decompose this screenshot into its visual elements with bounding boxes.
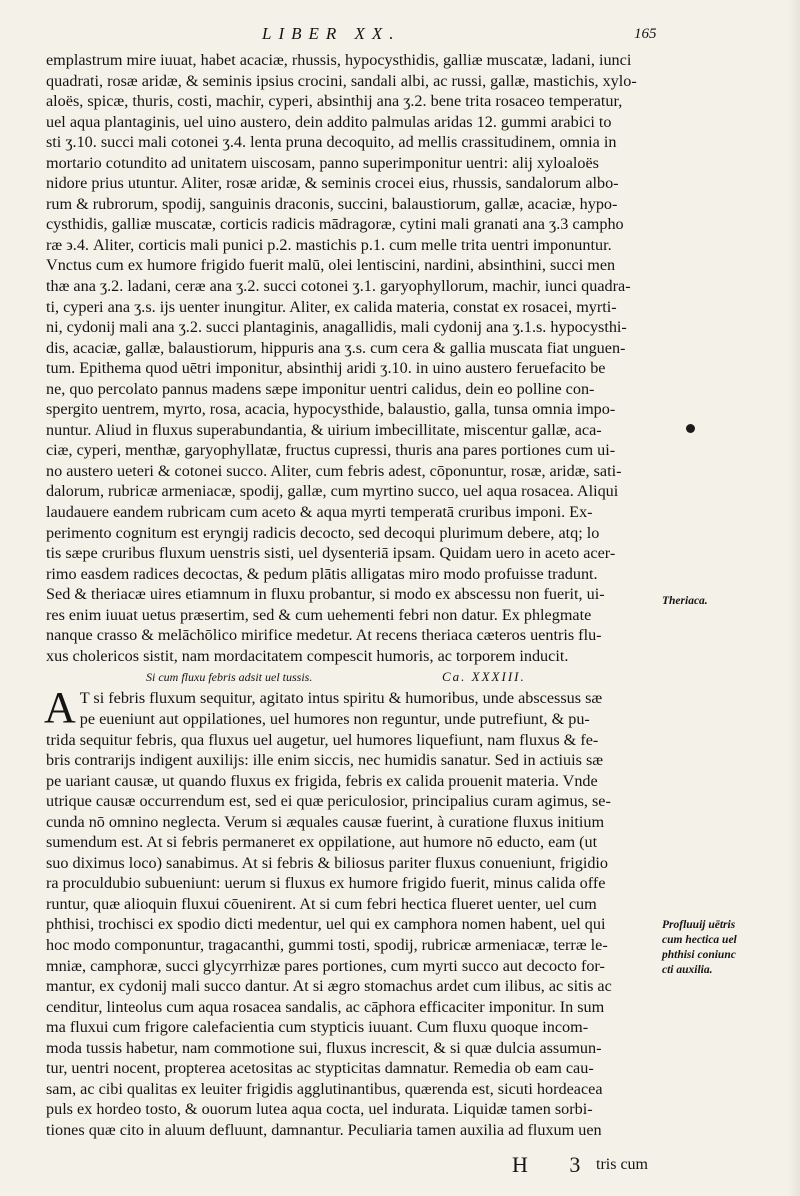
text-line: ciæ, cyperi, menthæ, garyophyllatæ, fructus cupressi, thuris ana pares portiones cum ui- [46,441,616,460]
text-line: ra proculdubio subueniunt: uerum si fluxus ex humore frigido fuerit, minus calida offe [46,874,606,893]
text-line: mortario cotundito ad unitatem uiscosam, panno superimponitur uentri: alij xyloaloës [46,153,599,172]
text-line: nidore prius utuntur. Aliter, rosæ aridæ, & seminis crocei eius, rhussis, sandalorum albo- [46,174,619,193]
text-line: pe uariant causæ, ut quando fluxus ex frigida, febris ex calida prouenit materia. Vnde [46,771,598,790]
margin-note-profluvium [662,918,794,978]
page-number: 165 [634,26,657,42]
text-line: mantur, ex cydonij mali succo dantur. At si ægro stomachus ardet cum ilibus, ac sitis ac [46,977,612,996]
chapter-opening [44,683,658,733]
text-line: runtur, quæ alioquin fluxui cōuenirent. At si cum febri hectica flueret uenter, uel cum [46,894,597,913]
chapter-number: Ca. XXXIII. [442,669,526,685]
body-text-before-chapter [46,50,658,666]
text-line: dis, acaciæ, gallæ, balaustiorum, hippuris ana ʒ.s. cum cera & gallia muscata fiat unguen- [46,338,626,357]
text-line: ma fluxui cum frigore calefacientia cum stypticis iuuant. Cum fluxu quoque incom- [46,1018,589,1037]
text-line: bris contrarijs indigent auxilijs: ille enim siccis, nec humidis sanatur. Sed in actiuis sæ [46,751,604,770]
text-line: nanque crasso & melāchōlico mirifice medetur. At recens theriaca cæteros uentris flu- [46,626,602,645]
text-line: sumendum est. At si febris permaneret ex oppilatione, aut humore nō educto, eam (ut [46,833,598,852]
text-line: cysthidis, galliæ muscatæ, corticis radicis mādragoræ, cytini mali granati ana ʒ.3 campho [46,215,624,234]
margin-note-line: cum hectica uel [662,934,737,946]
text-line: tis sæpe cruribus fluxum uenstris sisti, uel dysenteriā ipsam. Quidam uero in aceto acer- [46,544,616,563]
text-line: ni, cydonij mali ana ʒ.2. succi plantaginis, anagallidis, mali cydonij ana ʒ.1.s. hypocysthi- [46,318,627,337]
text-line: ti, cyperi ana ʒ.s. ijs uenter inungitur. Aliter, ex calida materia, constat ex rosacei, myrti- [46,297,617,316]
text-line: Vnctus cum ex humore frigido fuerit malū, olei lentiscini, nardini, absinthini, succi men [46,256,616,275]
text-line: hoc modo componuntur, tragacanthi, gummi tosti, spodij, rubricæ armeniacæ, terræ le- [46,935,608,954]
text-line: sam, ac cibi qualitas ex leuiter frigidis agglutinantibus, quærenda est, sicuti hordeacea [46,1079,603,1098]
text-line: spergito uentrem, myrto, rosa, acacia, hypocysthide, balaustio, galla, tunsa omnia impo- [46,400,616,419]
text-line: phthisi, trochisci ex spodio dicti medentur, uel qui ex camphora nomen habent, uel qui [46,915,606,934]
text-line: nuntur. Aliud in fluxus superabundantia, & uirium imbecillitate, miscentur gallæ, aca- [46,420,602,439]
text-line: thæ ana ʒ.2. ladani, ceræ ana ʒ.2. succi cotonei ʒ.1. garyophyllorum, machir, iunci quadra- [46,277,631,296]
text-line: moda tussis habetur, nam commotione sui, fluxus increscit, & si quæ dulcia assumun- [46,1038,602,1057]
text-line: quadrati, rosæ aridæ, & seminis ipsius crocini, sandali albi, ac russi, gallæ, mastichis, xylo- [46,71,637,90]
text-line: mniæ, camphoræ, succi glycyrrhizæ pares portiones, cum myrti succo aut decocto for- [46,956,605,975]
drop-initial: A [44,683,76,733]
text-line: suo diximus loco) sanabimus. At si febris & biliosus pariter fluxus conueniunt, frigidio [46,853,609,872]
text-line: uel aqua plantaginis, uel uino austero, dein addito palmulas aridas 12. gummi arabici to [46,112,612,131]
text-line: tur, uentri nocent, propterea acetositas ac stypticitas damnatur. Remedia ob eam cau- [46,1059,594,1078]
text-line: tiones quæ cito in aluum defluunt, damnantur. Peculiaria tamen auxilia ad fluxum uen [46,1120,602,1139]
text-line: tum. Epithema quod uētri imponitur, absinthij aridi ʒ.10. in uino austero feruefacito be [46,359,606,378]
chapter-title: Si cum fluxu febris adsit uel tussis. [146,670,313,685]
text-line: res enim iuuat uetus præsertim, sed & cum uehementi febri non datur. Ex phlegmate [46,605,592,624]
text-line: no austero ueteri & cotonei succo. Aliter, cum febris adest, cōponuntur, rosæ, aridæ, sati- [46,461,622,480]
text-line: laudauere eandem rubricam cum aceto & aqua myrti temperatā cruribus imponi. Ex- [46,503,593,522]
text-line: emplastrum mire iuuat, habet acaciæ, rhussis, hypocysthidis, galliæ muscatæ, ladani, iunci [46,51,632,69]
signature-mark: H 3 [512,1152,599,1177]
text-line: cenditur, linteolus cum aqua rosacea sandalis, ac cāphora efficaciter imponitur. In sum [46,997,605,1016]
text-line: sti ʒ.10. succi mali cotonei ʒ.4. lenta pruna decoquito, ad mellis crassitudinem, omnia in [46,133,617,152]
running-head [0,24,800,52]
text-line: ne, quo percolato pannus madens sæpe imponitur uentri calidus, dein eo polline con- [46,379,595,398]
margin-note-line: cti auxilia. [662,964,713,976]
text-line: trida sequitur febris, qua fluxus uel augetur, uel humores liquefiunt, nam fluxus & fe- [46,730,599,749]
text-line: puls ex hordeo tosto, & ouorum lutea aqua cocta, uel indurata. Liquidæ tamen sorbi- [46,1100,593,1119]
text-line: xus cholericos sistit, nam mordacitatem compescit humoris, ac torporem inducit. [46,646,569,665]
ink-spot [686,424,695,433]
margin-note-theriaca: Theriaca. [662,595,708,607]
text-line: rimo easdem radices decoctas, & pedum plātis alligatas miro modo profuisse tradunt. [46,564,598,583]
text-line: aloës, spicæ, thuris, costi, machir, cyperi, absinthij ana ʒ.2. bene trita rosaceo temperatur, [46,92,623,111]
text-line: ræ ϶.4. Aliter, corticis mali punici p.2. mastichis p.1. cum melle trita uentri imponuntur. [46,235,612,254]
text-line: perimento cognitum est eryngij radicis decocto, sed decoqui plurimum debere, atq; lo [46,523,600,542]
page-edge-shadow [788,0,800,1196]
body-text-after-chapter [46,730,658,1141]
text-line: rum & rubrorum, spodij, sanguinis draconis, succini, balaustiorum, gallæ, acaciæ, hypo- [46,194,618,213]
chapter-heading [46,666,658,688]
text-line: utrique causæ occurrendum est, sed ei quæ periculosior, principalius curam agimus, se- [46,792,611,811]
text-line: dalorum, rubricæ armeniacæ, spodij, gallæ, cum myrtino succo, uel aqua rosacea. Aliqui [46,482,619,501]
catchword: tris cum [596,1156,648,1173]
text-line: cunda nō omnino neglecta. Verum si æquales causæ fuerint, à curatione fluxus initium [46,812,605,831]
margin-note-line: Profluuij uētris [662,919,736,931]
running-title: LIBER XX. [262,24,401,43]
text-line: T si febris fluxum sequitur, agitato intus spiritu & humoribus, unde abscessus sæ [79,689,603,708]
text-line: Sed & theriacæ uires etiamnum in fluxu probantur, si modo ex abscessu non fuerit, ui- [46,585,605,604]
main-text-column [46,50,658,1140]
page-footer [0,1152,800,1178]
margin-note-line: phthisi coniunc [662,949,736,961]
text-line: pe eueniunt aut oppilationes, uel humores non reguntur, unde putrefiunt, & pu- [79,709,590,728]
